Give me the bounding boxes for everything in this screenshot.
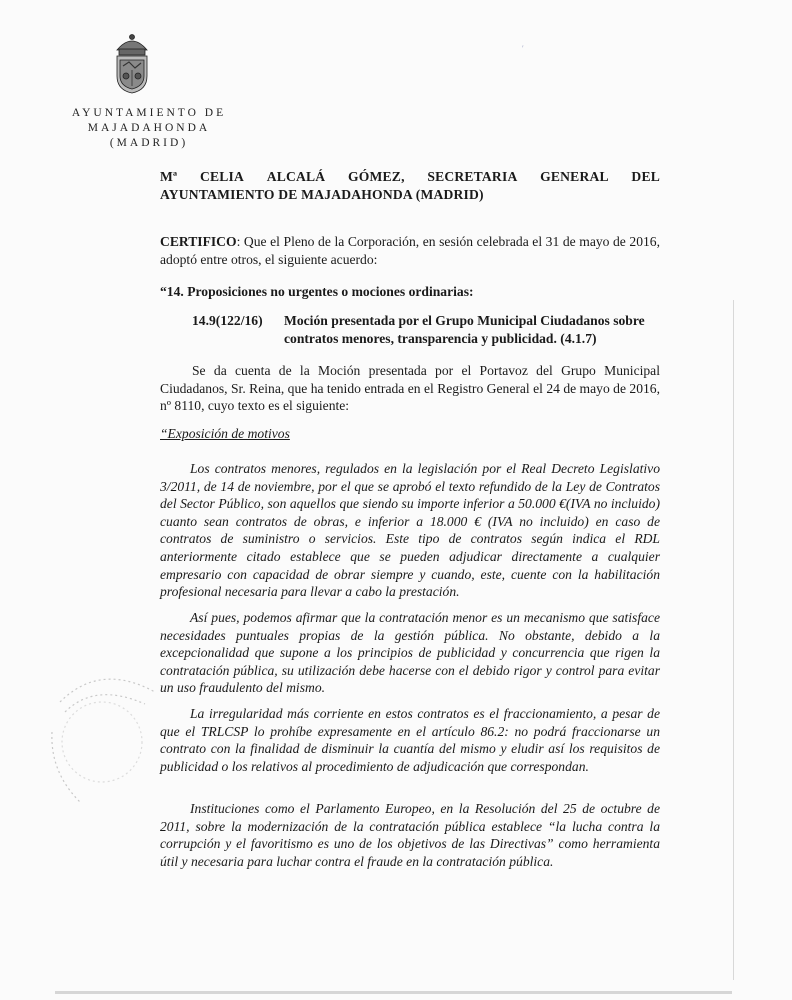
- certifico-label: CERTIFICO: [160, 234, 237, 249]
- ink-speck: ′: [522, 44, 524, 53]
- municipality-line-2: MAJADAHONDA: [87, 122, 211, 134]
- title-word: CELIA: [199, 169, 245, 184]
- title-line-1: [160, 168, 660, 186]
- title-word: DEL: [631, 169, 660, 184]
- title-word: SECRETARIA: [427, 169, 518, 184]
- title-line-2: AYUNTAMIENTO DE MAJADAHONDA (MADRID): [160, 186, 484, 202]
- intro-paragraph: Se da cuenta de la Moción presentada por el Portavoz del Grupo Municipal Ciudadanos, Sr. Reina, que ha tenido entrada en el Registro General el 24 de mayo de 2016, nº 8110, cuyo texto es el siguiente:: [160, 363, 660, 414]
- section-heading: “14. Proposiciones no urgentes o mociones ordinarias:: [160, 284, 474, 299]
- municipality-line-1: AYUNTAMIENTO DE: [71, 107, 227, 119]
- body-paragraph-4: Instituciones como el Parlamento Europeo, en la Resolución del 25 de octubre de 2011, sobre la modernización de la contratación pública establece “la lucha contra la corrupción y el favoritismo es uno de los objetivos de las Directivas” como herramienta útil y necesaria para luchar contra el fraude en la contratación pública.: [160, 801, 660, 869]
- title-word: Mª: [160, 169, 178, 184]
- certifico-text: : Que el Pleno de la Corporación, en sesión celebrada el 31 de mayo de 2016, adoptó entre otros, el siguiente acuerdo:: [160, 234, 660, 267]
- document-title: [160, 168, 660, 203]
- certifico-paragraph: [160, 233, 660, 268]
- body-paragraph-2: Así pues, podemos afirmar que la contratación menor es un mecanismo que satisface necesidades puntuales propias de la gestión pública. No obstante, debido a la excepcionalidad que supone a los principios de publicidad y concurrencia que rigen la contratación pública, su utilización debe hacerse con el debido rigor y control para evitar un uso fraudulento del mismo.: [160, 610, 660, 696]
- scan-edge-bottom: [55, 991, 732, 994]
- motion-number: 14.9(122/16): [192, 313, 263, 328]
- municipality-line-3: (MADRID): [109, 137, 189, 149]
- title-word: GENERAL: [540, 169, 609, 184]
- title-word: ALCALÁ: [266, 169, 326, 184]
- body-paragraph-3: La irregularidad más corriente en estos contratos es el fraccionamiento, a pesar de que el TRLCSP lo prohíbe expresamente en el artículo 86.2: no podrá fraccionarse un contrato con la finalidad de disminuir la cuantía del mismo y eludir así los requisitos de publicidad o los relativos al procedimiento de adjudicación que correspondan.: [160, 706, 660, 774]
- coat-of-arms-icon: [111, 32, 153, 94]
- faded-stamp-icon: [40, 662, 160, 812]
- motion-heading: [192, 312, 660, 347]
- title-word: GÓMEZ,: [347, 169, 405, 184]
- motion-title: Moción presentada por el Grupo Municipal Ciudadanos sobre contratos menores, transparencia y publicidad. (4.1.7): [284, 313, 645, 346]
- municipality-name: [64, 106, 234, 151]
- exposicion-heading: “Exposición de motivos: [160, 426, 290, 441]
- scan-edge-right: [733, 300, 734, 980]
- body-paragraph-1: Los contratos menores, regulados en la legislación por el Real Decreto Legislativo 3/2011, de 14 de noviembre, por el que se aprobó el texto refundido de la Ley de Contratos del Sector Público, son aquellos que siendo su importe inferior a 50.000 €(IVA no incluido) cuanto sean contratos de obras, e inferior a 18.000 € (IVA no incluido) en caso de contratos de suministro o servicios. Este tipo de contratos según indica el RDL anteriormente citado establece que se pueden adjudicar directamente a cualquier empresario con capacidad de obrar siempre y cuando, este, cuente con la habilitación profesional necesaria para llevar a cabo la prestación.: [160, 461, 660, 600]
